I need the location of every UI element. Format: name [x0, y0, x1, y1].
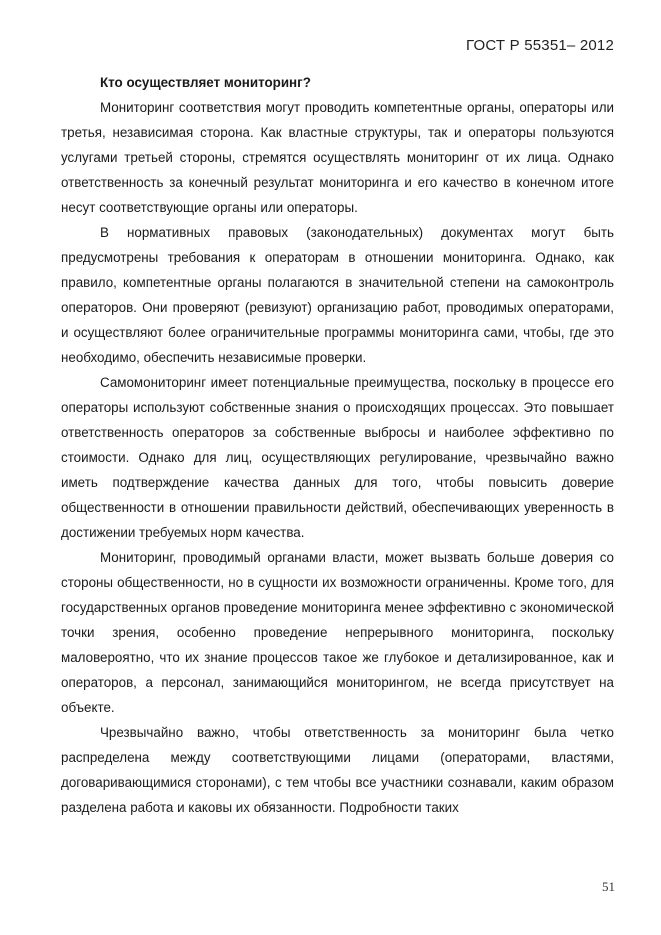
paragraph: В нормативных правовых (законодательных) документах могут быть предусмотрены требования к операторам в отношении мониторинга. Однако, как правило, компетентные органы полагаются в значительной степени на самоконтроль операторов. Они проверяют (ревизуют) организацию работ, проводимых операторами, и осуществляют более ограничительные программы мониторинга сами, чтобы, где это необходимо, обеспечить независимые проверки. — [61, 225, 614, 365]
document-code: ГОСТ Р 55351– 2012 — [466, 37, 614, 54]
paragraph: Мониторинг соответствия могут проводить компетентные органы, операторы или третья, независимая сторона. Как властные структуры, так и операторы пользуются услугами третьей стороны, стремятся осуществлять мониторинг от их лица. Однако ответственность за конечный результат мониторинга и его качество в конечном итоге несут соответствующие органы или операторы. — [61, 100, 614, 215]
paragraph: Самомониторинг имеет потенциальные преимущества, поскольку в процессе его операторы используют собственные знания о происходящих процессах. Это повышает ответственность операторов за собственные выбросы и наиболее эффективно по стоимости. Однако для лиц, осуществляющих регулирование, чрезвычайно важно иметь подтверждение качества данных для того, чтобы повысить доверие общественности в отношении правильности действий, обеспечивающих уверенность в достижении требуемых норм качества. — [61, 375, 614, 540]
page-number: 51 — [602, 879, 615, 894]
section-heading: Кто осуществляет мониторинг? — [100, 75, 311, 90]
paragraph: Мониторинг, проводимый органами власти, может вызвать больше доверия со стороны общественности, но в сущности их возможности ограниченны. Кроме того, для государственных органов проведение мониторинга менее эффективно с экономической точки зрения, особенно проведение непрерывного мониторинга, поскольку маловероятно, что их знание процессов такое же глубокое и детализированное, как и операторов, а персонал, занимающийся мониторингом, не всегда присутствует на объекте. — [61, 550, 614, 715]
paragraph: Чрезвычайно важно, чтобы ответственность за мониторинг была четко распределена между соответствующими лицами (операторами, властями, договаривающимися сторонами), с тем чтобы все участники сознавали, каким образом разделена работа и каковы их обязанности. Подробности таких — [61, 725, 614, 815]
section-body — [61, 70, 614, 820]
